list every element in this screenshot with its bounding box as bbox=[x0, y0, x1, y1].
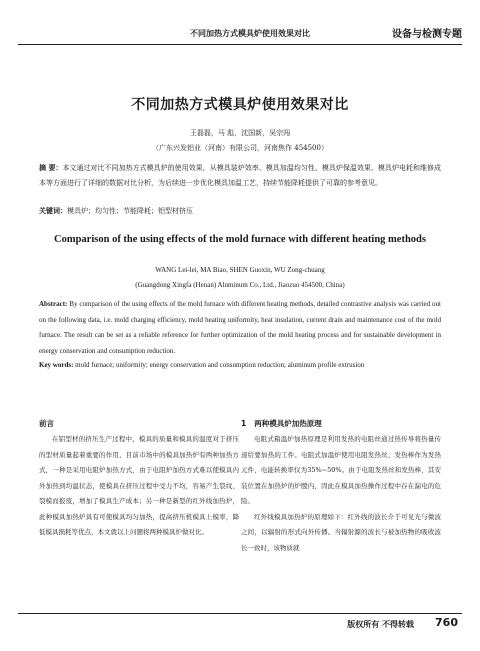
chinese-keywords-text: 模具炉；均匀性；节能降耗；铝型材挤压 bbox=[67, 207, 193, 215]
right-column bbox=[241, 418, 441, 556]
english-keywords bbox=[39, 361, 441, 369]
chinese-title: 不同加热方式模具炉使用效果对比 bbox=[131, 97, 349, 113]
english-keywords-label: Key words: bbox=[39, 361, 74, 369]
chinese-abstract bbox=[39, 161, 441, 191]
english-abstract-label: Abstract: bbox=[39, 300, 68, 308]
chinese-authors: 王磊磊，马 彪，沈国新，吴宗闯 bbox=[189, 129, 291, 137]
chinese-abstract-text: 本文通过对比不同加热方式模具炉的使用效果，从模具装炉效率、模具加温均匀性、模具炉保温效果、模具炉电耗和维修成本等方面进行了详细的数据对比分析，为后续进一步优化模具加温工艺，持续节能降耗提供了可靠的参考意见。 bbox=[39, 164, 442, 187]
column-label: 设备与检测专题 bbox=[392, 29, 462, 40]
chinese-keywords bbox=[39, 206, 441, 216]
english-keywords-text: mold furnace; uniformity; energy conservation and consumption reduction; aluminum profile extrusion bbox=[73, 361, 365, 369]
section-1-paragraph-2: 红外线模具加热炉的原理如下：红外线的波长介于可见光与微波之间，以辐射的形式向外传播。当辐射源的波长与被加热物的吸收波长一致时，该物质就 bbox=[241, 512, 441, 552]
intro-heading: 前言 bbox=[39, 419, 54, 428]
section-1-number: 1 bbox=[241, 419, 247, 428]
section-1-heading bbox=[241, 418, 441, 429]
running-title: 不同加热方式模具炉使用效果对比 bbox=[190, 29, 310, 38]
section-1-title: 两种模具炉加热原理 bbox=[254, 419, 322, 428]
english-title: Comparison of the using effects of the mold furnace with different heating methods bbox=[54, 234, 426, 245]
english-affiliation: (Guangdong Xingfa (Henan) Aluminum Co., Ltd., Jiaozuo 454500, China) bbox=[135, 281, 345, 289]
english-abstract bbox=[39, 297, 441, 359]
running-header bbox=[18, 20, 462, 45]
footer-rule bbox=[18, 613, 462, 614]
section-1-paragraph-1: 电阻式箱温炉加热原理是利用发热的电阻丝通过热传导将热量传递给要加热的工件。电阻式加温炉使用电阻发热丝、发热棒作为发热元件，电能转换率仅为35%~50%。由于电阻发热丝和发热棒，其安装位置在加热炉的炉膛内，因此在模具加热操作过程中存在漏电的危险。 bbox=[241, 435, 441, 505]
footer-rights: 版权所有 不得转载 bbox=[347, 620, 414, 629]
intro-paragraph: 在铝型材的挤压生产过程中，模具的质量和模具的温度对于挤压的型材质量起着重要的作用，目前市场中的模具加热炉有两种加热方式，一种是采用电阻炉加热方式，由于电阻炉加热方式难以使模具内外加热到均温状态，使模具在挤压过程中受力不均，容易产生裂纹、裂模而报废，增加了模具生产成本；另一种是新型的红外线加热炉，此种模具加热炉具有可使模具均匀加热，提高挤压机模具上模率，降低模具损耗等优点，本文就以上问题将两种模具炉做对比。 bbox=[39, 435, 239, 536]
chinese-abstract-label: 摘 要： bbox=[39, 164, 63, 172]
left-column bbox=[39, 418, 239, 541]
english-authors: WANG Lei-lei, MA Biao, SHEN Guoxin, WU Zong-chuang bbox=[155, 266, 325, 274]
chinese-keywords-label: 关键词： bbox=[39, 207, 67, 215]
chinese-affiliation: （广东兴发铝业（河南）有限公司，河南焦作 454500） bbox=[152, 144, 328, 152]
english-abstract-text: By comparison of the using effects of the mold furnace with different heating methods, detailed contrastive analysis was carried out on the following data, i.e. mold charging efficiency, mold heating uniformity, heat insulation, current drain and maintenance cost of the mold furnace. The result can be set as a reliable reference for further optimization of the mold heating process and for sustainable development in energy conservation and consumption reduction. bbox=[39, 300, 441, 355]
page-number: 760 bbox=[435, 616, 458, 629]
